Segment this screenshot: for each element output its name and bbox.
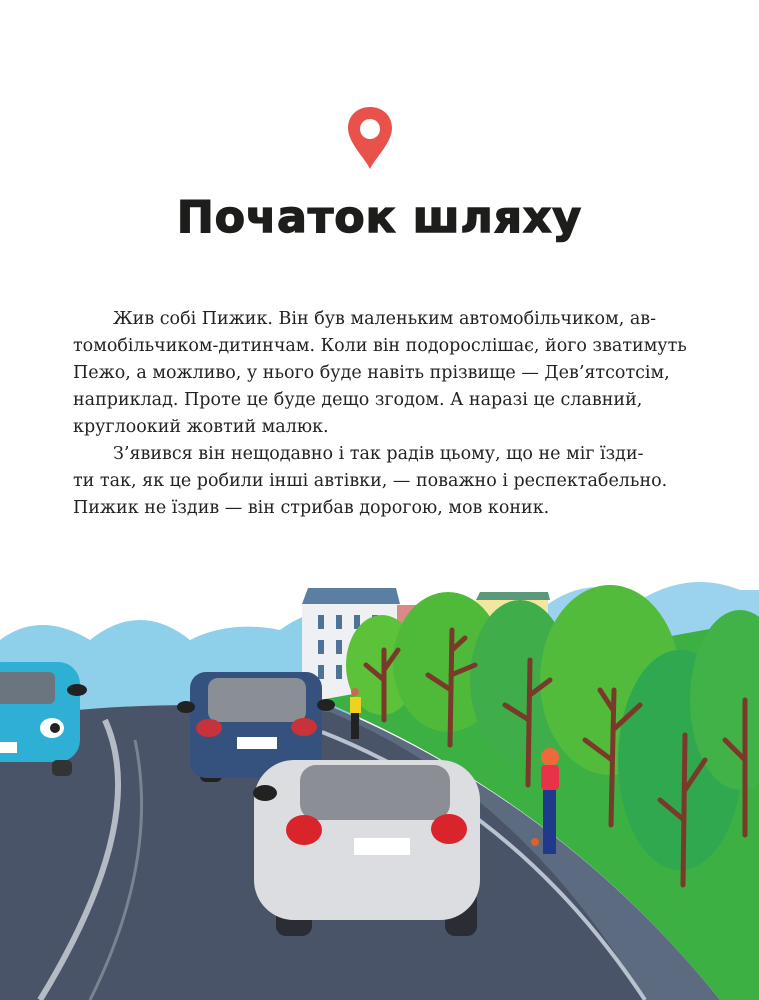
text-line: круглоокий жовтий малюк.: [73, 417, 329, 437]
text-line: Жив собі Пижик. Він був маленьким автомобільчиком, ав-: [113, 309, 657, 329]
text-line: ти так, як це робили інші автівки, — поважно і респектабельно.: [73, 471, 668, 491]
paragraph-2: [73, 441, 668, 522]
text-line: наприклад. Проте це буде дещо згодом. А наразі це славний,: [73, 390, 643, 410]
road-illustration: [0, 560, 759, 1000]
text-line: томобільчиком-дитинчам. Коли він подорослішає, його зватимуть: [73, 336, 687, 356]
text-line: З’явився він нещодавно і так радів цьому, що не міг їзди-: [113, 444, 644, 464]
page-title: Початок шляху: [176, 192, 583, 243]
text-line: Пежо, а можливо, у нього буде навіть прізвище — Дев’ятсотсім,: [73, 363, 670, 383]
paragraph-1: [73, 306, 687, 441]
map-pin-icon: [345, 105, 395, 171]
text-line: Пижик не їздив — він стрибав дорогою, мов коник.: [73, 498, 550, 518]
car-white: [253, 760, 480, 936]
story-text: [73, 306, 687, 522]
